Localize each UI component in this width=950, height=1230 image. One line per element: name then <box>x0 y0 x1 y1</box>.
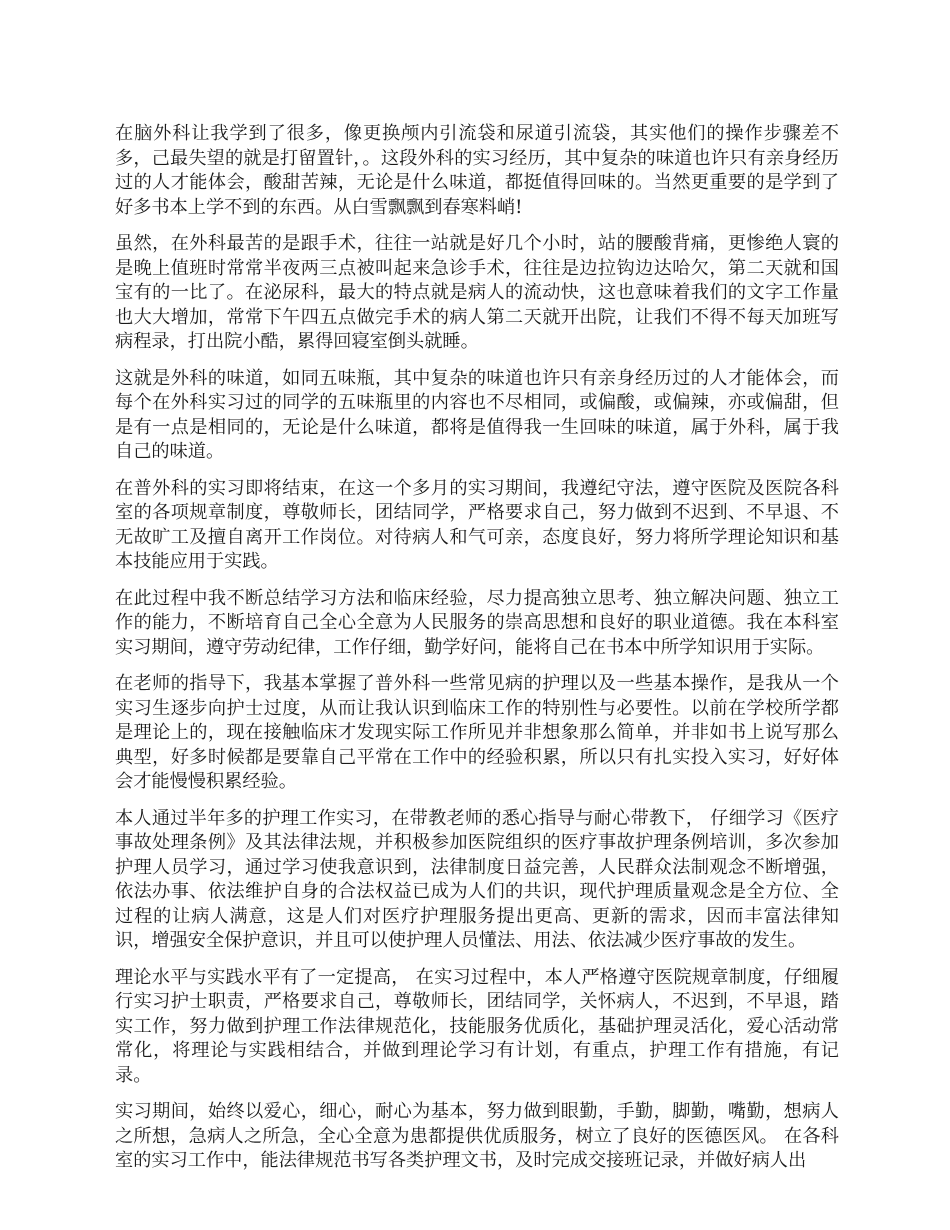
document-body <box>115 122 839 1186</box>
paragraph: 理论水平与实践水平有了一定提高， 在实习过程中，本人严格遵守医院规章制度，仔细履行实习护士职责，严格要求自己，尊敬师长，团结同学，关怀病人，不迟到，不早退，踏实工作，努力做到护理工作法律规范化，技能服务优质化，基础护理灵活化，爱心活动常常化，将理论与实践相结合，并做到理论学习有计划，有重点，护理工作有措施，有记录。 <box>115 966 839 1086</box>
paragraph: 本人通过半年多的护理工作实习，在带教老师的悉心指导与耐心带教下， 仔细学习《医疗事故处理条例》及其法律法规，并积极参加医院组织的医疗事故护理条例培训，多次参加护理人员学习，通过学习使我意识到，法律制度日益完善，人民群众法制观念不断增强，依法办事、依法维护自身的合法权益已成为人们的共识，现代护理质量观念是全方位、全过程的让病人满意，这是人们对医疗护理服务提出更高、更新的需求，因而丰富法律知识，增强安全保护意识，并且可以使护理人员懂法、用法、依法减少医疗事故的发生。 <box>115 807 839 951</box>
paragraph: 虽然，在外科最苦的是跟手术，往往一站就是好几个小时，站的腰酸背痛，更惨绝人寰的是晚上值班时常常半夜两三点被叫起来急诊手术，往往是边拉钩边达哈欠，第二天就和国宝有的一比了。在泌尿科，最大的特点就是病人的流动快，这也意味着我们的文字工作量也大大增加，常常下午四五点做完手术的病人第二天就开出院，让我们不得不每天加班写病程录，打出院小酷，累得回寝室倒头就睡。 <box>115 233 839 352</box>
paragraph: 在此过程中我不断总结学习方法和临床经验，尽力提高独立思考、独立解决问题、独立工作的能力，不断培育自己全心全意为人民服务的崇高思想和良好的职业道德。我在本科室实习期间，遵守劳动纪律，工作仔细，勤学好问，能将自己在书本中所学知识用于实际。 <box>115 587 839 658</box>
paragraph: 在老师的指导下，我基本掌握了普外科一些常见病的护理以及一些基本操作，是我从一个实习生逐步向护士过度，从而让我认识到临床工作的特别性与必要性。以前在学校所学都是理论上的，现在接触临床才发现实际工作所见并非想象那么简单，并非如书上说写那么典型，好多时候都是要靠自己平常在工作中的经验积累，所以只有扎实投入实习，好好体会才能慢慢积累经验。 <box>115 673 839 792</box>
paragraph: 这就是外科的味道，如同五味瓶，其中复杂的味道也许只有亲身经历过的人才能体会，而每个在外科实习过的同学的五味瓶里的内容也不尽相同，或偏酸，或偏辣，亦或偏甜，但是有一点是相同的，无论是什么味道，都将是值得我一生回味的味道，属于外科，属于我自己的味道。 <box>115 367 839 462</box>
paragraph: 在普外科的实习即将结束，在这一个多月的实习期间，我遵纪守法，遵守医院及医院各科室的各项规章制度，尊敬师长，团结同学，严格要求自己，努力做到不迟到、不早退、不无故旷工及擅自离开工作岗位。对待病人和气可亲，态度良好，努力将所学理论知识和基本技能应用于实践。 <box>115 477 839 572</box>
paragraph: 在脑外科让我学到了很多，像更换颅内引流袋和尿道引流袋，其实他们的操作步骤差不多，己最失望的就是打留置针，。这段外科的实习经历，其中复杂的味道也许只有亲身经历过的人才能体会，酸甜苦辣，无论是什么味道，都挺值得回味的。当然更重要的是学到了好多书本上学不到的东西。从白雪飘飘到春寒料峭! <box>115 123 839 218</box>
paragraph: 实习期间，始终以爱心，细心，耐心为基本，努力做到眼勤，手勤，脚勤，嘴勤，想病人之所想，急病人之所急，全心全意为患都提供优质服务，树立了良好的医德医风。 在各科室的实习工作中，能法律规范书写各类护理文书，及时完成交接班记录，并做好病人出 <box>115 1101 839 1171</box>
